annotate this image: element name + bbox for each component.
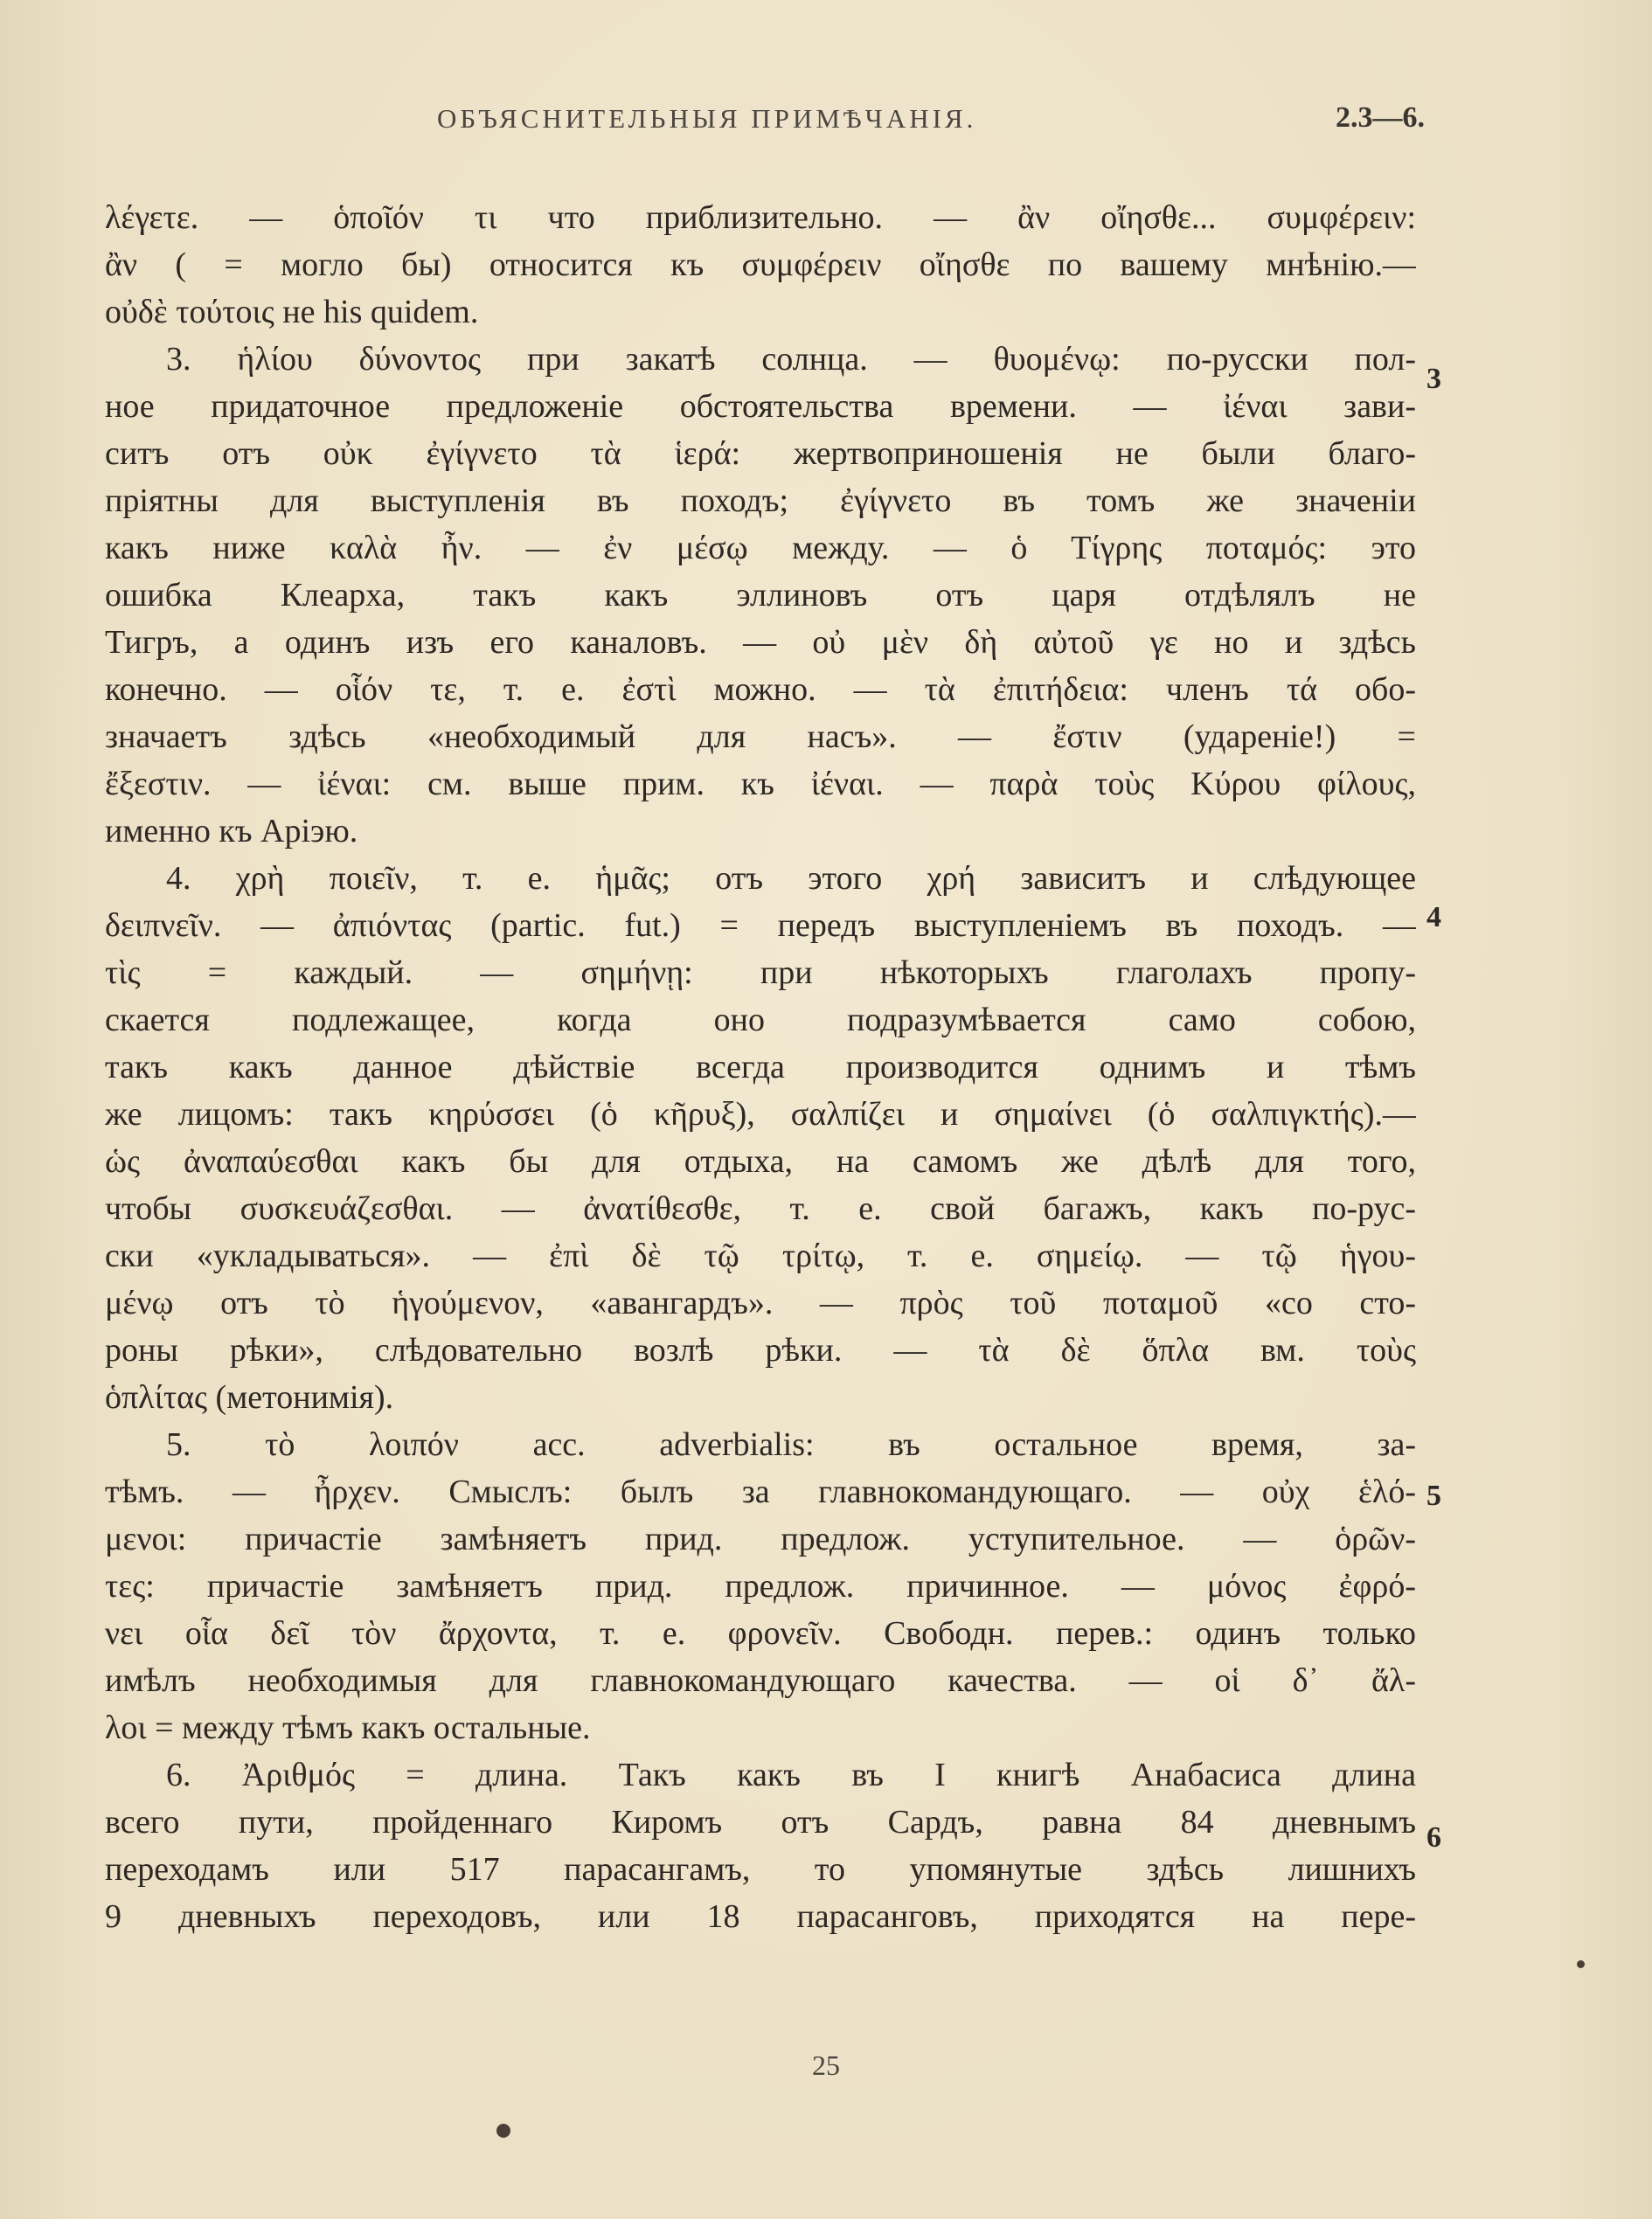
text-line: какъ ниже καλὰ ἦν. — ἐν μέσῳ между. — ὁ Τίγρης ποταμός: это <box>105 530 1416 566</box>
text-line: ἂν ( = могло бы) относится къ συμφέρειν οἴησθε по вашему мнѣнію.— <box>105 246 1416 283</box>
margin-paragraph-number: 3 <box>1426 363 1441 395</box>
running-head <box>0 103 1652 152</box>
text-line: δειπνεῖν. — ἀπιόντας (partic. fut.) = передъ выступленіемъ въ походъ. — <box>105 907 1416 944</box>
text-line: ситъ отъ οὐκ ἐγίγνετο τὰ ἱερά: жертвоприношенія не были благо- <box>105 435 1416 472</box>
text-line: значаетъ здѣсь «необходимый для насъ». — ἔστιν (удареніе!) = <box>105 718 1416 755</box>
text-line: именно къ Аріэю. <box>105 813 358 849</box>
text-line: имѣлъ необходимыя для главнокомандующаго качества. — οἱ δ᾽ ἄλ- <box>105 1662 1416 1699</box>
text-line: μενοι: причастіе замѣняетъ прид. предлож. уступительное. — ὁρῶν- <box>105 1521 1416 1557</box>
text-line: 5. τὸ λοιπόν acc. adverbialis: въ остальное время, за- <box>166 1426 1416 1463</box>
text-line: тѣмъ. — ἦρχεν. Смыслъ: былъ за главнокомандующаго. — οὐχ ἑλό- <box>105 1474 1416 1510</box>
margin-paragraph-number: 6 <box>1426 1821 1441 1854</box>
text-line: такъ какъ данное дѣйствіе всегда производится однимъ и тѣмъ <box>105 1049 1416 1085</box>
text-line: переходамъ или 517 парасангамъ, то упомянутые здѣсь лишнихъ <box>105 1851 1416 1888</box>
text-line: ски «укладываться». — ἐπὶ δὲ τῷ τρίτῳ, т. е. σημείῳ. — τῷ ἡγου- <box>105 1238 1416 1274</box>
text-line: νει οἷα δεῖ τὸν ἄρχοντα, т. е. φρονεῖν. Свободн. перев.: одинъ только <box>105 1615 1416 1652</box>
margin-paragraph-number: 4 <box>1426 901 1441 933</box>
text-line: 6. Ἀριθμός = длина. Такъ какъ въ I книгѣ Анабасиса длина <box>166 1757 1416 1793</box>
text-line: же лицомъ: такъ κηρύσσει (ὁ κῆρυξ), σαλπίζει и σημαίνει (ὁ σαλπιγκτής).— <box>105 1096 1416 1133</box>
text-line: τες: причастіе замѣняетъ прид. предлож. причинное. — μόνος ἐφρό- <box>105 1568 1416 1605</box>
page-number: 25 <box>812 2049 840 2081</box>
text-line: Тигръ, а одинъ изъ его каналовъ. — οὐ μὲν δὴ αὐτοῦ γε но и здѣсь <box>105 624 1416 661</box>
text-line: скается подлежащее, когда оно подразумѣвается само собою, <box>105 1002 1416 1038</box>
section-reference: 2.3—6. <box>1336 101 1425 134</box>
text-line: ное придаточное предложеніе обстоятельства времени. — ἰέναι зави- <box>105 388 1416 425</box>
text-line: роны рѣки», слѣдовательно возлѣ рѣки. — τὰ δὲ ὅπλα вм. τοὺς <box>105 1332 1416 1369</box>
text-line: οὐδὲ τούτοις не his quidem. <box>105 294 479 330</box>
text-line: чтобы συσκευάζεσθαι. — ἀνατίθεσθε, т. е. свой багажъ, какъ по-рус- <box>105 1190 1416 1227</box>
text-line: ошибка Клеарха, такъ какъ эллиновъ отъ царя отдѣлялъ не <box>105 577 1416 614</box>
commentary-text <box>105 194 1416 1940</box>
paper-speck <box>496 2124 510 2138</box>
text-line: ὁπλίτας (метонимія). <box>105 1379 394 1416</box>
text-line: ἔξεστιν. — ἰέναι: см. выше прим. къ ἰέναι. — παρὰ τοὺς Κύρου φίλους, <box>105 766 1416 802</box>
margin-paragraph-number: 5 <box>1426 1480 1441 1512</box>
text-line: τὶς = каждый. — σημήνῃ: при нѣкоторыхъ глаголахъ пропу- <box>105 954 1416 991</box>
text-line: 3. ἡλίου δύνοντος при закатѣ солнца. — θυομένῳ: по-русски пол- <box>166 341 1416 378</box>
paper-speck <box>1577 1960 1585 1968</box>
text-line: λέγετε. — ὁποῖόν τι что приблизительно. — ἂν οἴησθε... συμφέρειν: <box>105 199 1416 236</box>
text-line: μένῳ отъ τὸ ἡγούμενον, «авангардъ». — πρὸς τοῦ ποταμοῦ «со сто- <box>105 1285 1416 1321</box>
text-line: ὡς ἀναπαύεσθαι какъ бы для отдыха, на самомъ же дѣлѣ для того, <box>105 1143 1416 1180</box>
text-line: λοι = между тѣмъ какъ остальные. <box>105 1709 591 1746</box>
text-line: пріятны для выступленія въ походъ; ἐγίγνετο въ томъ же значеніи <box>105 482 1416 519</box>
text-line: всего пути, пройденнаго Киромъ отъ Сардъ, равна 84 дневнымъ <box>105 1804 1416 1841</box>
text-line: 4. χρὴ ποιεῖν, т. е. ἡμᾶς; отъ этого χρή зависитъ и слѣдующее <box>166 860 1416 897</box>
running-title: ОБЪЯСНИТЕЛЬНЫЯ ПРИМѢЧАНІЯ. <box>437 103 977 134</box>
text-line: конечно. — οἷόν τε, т. е. ἐστὶ можно. — τὰ ἐπιτήδεια: членъ τά обо- <box>105 671 1416 708</box>
text-line: 9 дневныхъ переходовъ, или 18 парасанговъ, приходятся на пере- <box>105 1898 1416 1935</box>
